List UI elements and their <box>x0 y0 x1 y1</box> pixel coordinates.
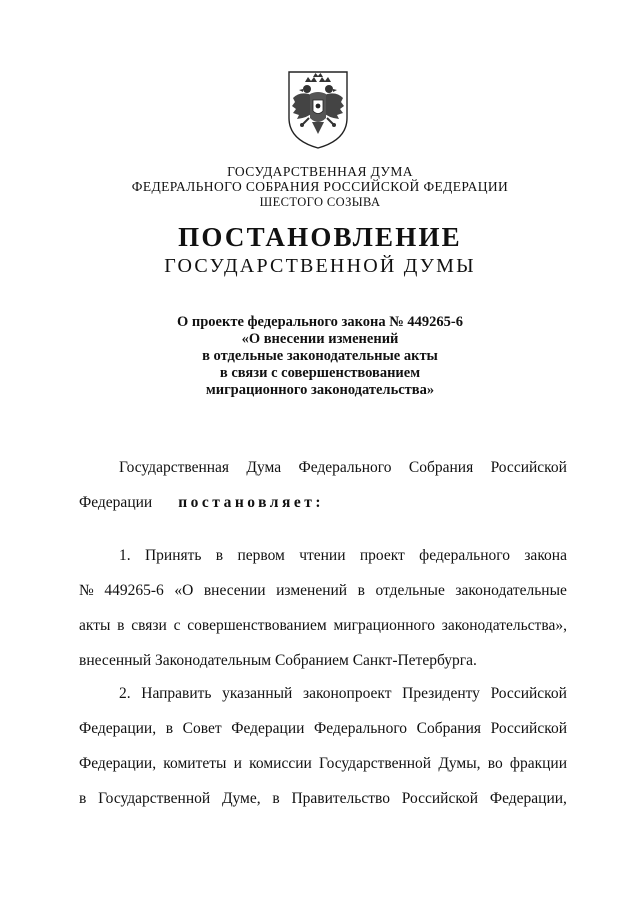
word: во <box>487 755 503 772</box>
text-line <box>79 746 567 781</box>
word: Правительство <box>291 790 390 807</box>
word: Собрания <box>416 720 481 737</box>
text-line <box>79 676 567 711</box>
coat-of-arms-emblem <box>283 68 353 150</box>
word: в <box>117 617 125 634</box>
word: с <box>173 617 181 634</box>
word: Государственной <box>319 755 432 772</box>
decree-word: постановляет: <box>178 494 325 511</box>
word: 1. <box>119 547 131 564</box>
word: Думы, <box>438 755 481 772</box>
word: законопроект <box>302 685 392 702</box>
word: Российской <box>490 720 567 737</box>
text-line <box>79 608 567 643</box>
word: указанный <box>222 685 293 702</box>
word: фракции <box>509 755 567 772</box>
word: Направить <box>141 685 212 702</box>
word: Собрания <box>408 459 474 476</box>
word: проект <box>359 547 405 564</box>
word: связи <box>131 617 167 634</box>
header-convocation: ШЕСТОГО СОЗЫВА <box>259 195 381 209</box>
text-line <box>79 538 567 573</box>
document-subtitle: ГОСУДАРСТВЕННОЙ ДУМЫ <box>164 255 476 277</box>
word: Дума <box>246 459 282 476</box>
subject-line: в связи с совершенствованием <box>219 365 421 381</box>
word: Федерации <box>231 720 305 737</box>
header-duma: ГОСУДАРСТВЕННАЯ ДУМА <box>227 164 413 179</box>
document-title: ПОСТАНОВЛЕНИЕ <box>178 222 462 252</box>
text-line <box>79 643 567 678</box>
word: в <box>165 720 174 737</box>
subject-line: миграционного законодательства» <box>205 382 435 398</box>
word: Федерации, <box>489 790 567 807</box>
word: внесении <box>203 582 266 599</box>
header-federal-assembly: ФЕДЕРАЛЬНОГО СОБРАНИЯ РОССИЙСКОЙ ФЕДЕРАЦИИ <box>131 179 509 194</box>
text-line <box>79 711 567 746</box>
item-2-paragraph <box>79 676 567 816</box>
word: акты <box>79 617 111 634</box>
document-subject <box>0 314 640 399</box>
word: Федерации <box>79 494 153 511</box>
word: комиссии <box>249 755 312 772</box>
word: Федерации, <box>79 720 157 737</box>
text-line <box>79 485 567 520</box>
item-1-paragraph <box>79 538 567 678</box>
word: Российской <box>401 790 479 807</box>
preamble-paragraph <box>79 450 567 520</box>
subject-line: «О внесении изменений <box>241 331 399 347</box>
word: миграционного <box>333 617 435 634</box>
word: Президенту <box>402 685 480 702</box>
word: Федерации, <box>79 755 157 772</box>
subject-line: О проекте федерального закона № 449265-6 <box>176 314 464 330</box>
word: Принять <box>144 547 202 564</box>
text-line <box>79 573 567 608</box>
text-line-content: внесенный Законодательным Собранием Санкт-Петербурга. <box>79 652 477 669</box>
word: 449265-6 <box>104 582 164 599</box>
word: Государственной <box>98 790 211 807</box>
word: и <box>233 755 242 772</box>
word: Российской <box>490 459 567 476</box>
word: закона <box>524 547 567 564</box>
word: в <box>215 547 224 564</box>
word: № <box>79 582 94 599</box>
word: законодательства», <box>441 617 567 634</box>
word: в <box>357 582 365 599</box>
word: комитеты <box>163 755 227 772</box>
word: в <box>79 790 87 807</box>
word: «О <box>174 582 194 599</box>
subject-line: в отдельные законодательные акты <box>202 348 438 364</box>
text-line <box>79 781 567 816</box>
word: 2. <box>119 685 131 702</box>
word: Думе, <box>221 790 261 807</box>
word: Российской <box>490 685 567 702</box>
text-line <box>79 450 567 485</box>
word: совершенствованием <box>187 617 327 634</box>
word: Совет <box>182 720 222 737</box>
word: Государственная <box>119 459 230 476</box>
word: первом <box>237 547 285 564</box>
word: федерального <box>419 547 510 564</box>
word: законодательные <box>455 582 567 599</box>
word: отдельные <box>375 582 445 599</box>
word: чтении <box>299 547 346 564</box>
word: в <box>272 790 280 807</box>
word: Федерального <box>298 459 392 476</box>
word: изменений <box>276 582 348 599</box>
word: Федерального <box>314 720 408 737</box>
